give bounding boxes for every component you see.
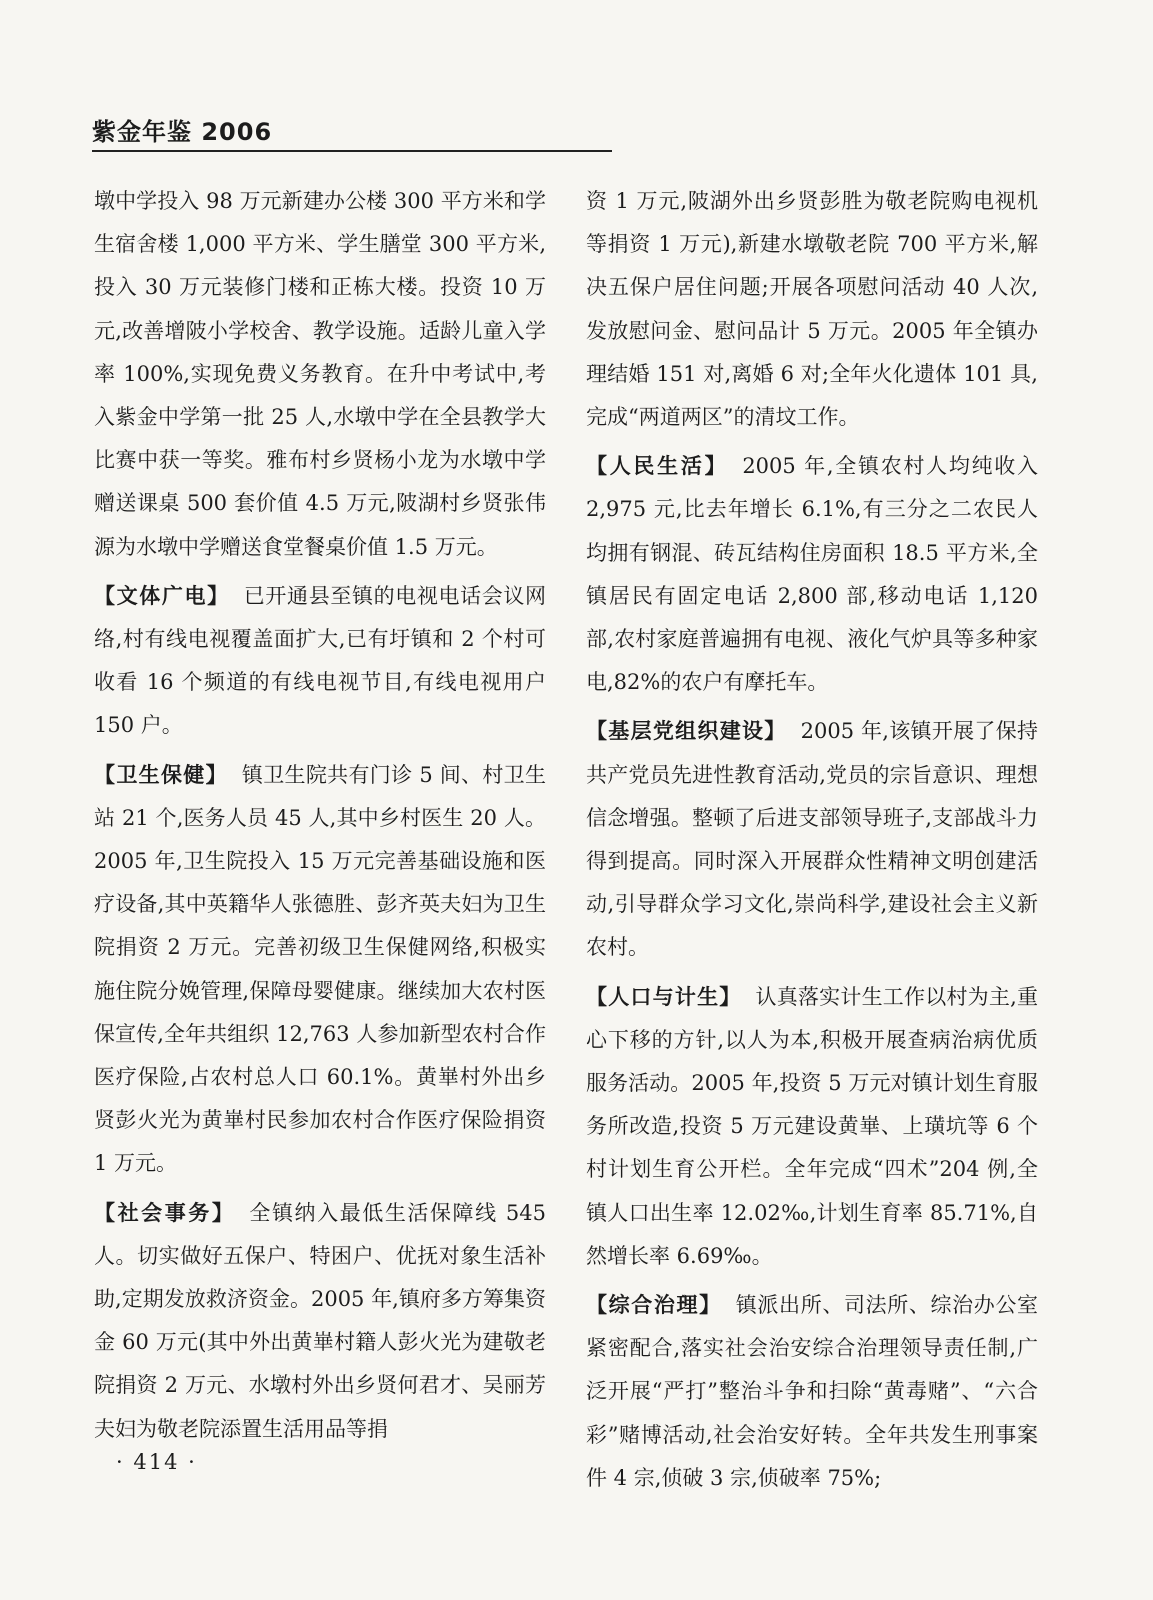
section-health bbox=[94, 754, 546, 1186]
section-heading: 【人民生活】 bbox=[586, 454, 729, 479]
section-text: 镇卫生院共有门诊 5 间、村卫生站 21 个,医务人员 45 人,其中乡村医生 20 人。2005 年,卫生院投入 15 万元完善基础设施和医疗设备,其中英籍华人张德胜、彭齐英夫妇为卫生院捐资 2 万元。完善初级卫生保健网络,积极实施住院分娩管理,保障母婴健康。继续加大农村医保宣传,全年共组织 12,763 人参加新型农村合作医疗保险,占农村总人口 60.1%。黄崋村外出乡贤彭火光为黄崋村民参加农村合作医疗保险捐资 1 万元。 bbox=[94, 762, 546, 1176]
section-public-security bbox=[586, 1284, 1038, 1500]
left-column bbox=[94, 180, 546, 1457]
section-heading: 【人口与计生】 bbox=[586, 984, 742, 1009]
section-text: 镇派出所、司法所、综治办公室紧密配合,落实社会治安综合治理领导责任制,广泛开展“严打”整治斗争和扫除“黄毒赌”、“六合彩”赌博活动,社会治安好转。全年共发生刑事案件 4 宗,侦破 3 宗,侦破率 75%; bbox=[586, 1293, 1039, 1490]
paragraph-continued: 资 1 万元,陂湖外出乡贤彭胜为敬老院购电视机等捐资 1 万元),新建水墩敬老院 700 平方米,解决五保户居住问题;开展各项慰问活动 40 人次,发放慰问金、慰问品计 5 万元。2005 年全镇办理结婚 151 对,离婚 6 对;全年火化遗体 101 具,完成“两道两区”的清坟工作。 bbox=[586, 189, 1038, 430]
section-population bbox=[586, 976, 1038, 1278]
section-text: 全镇纳入最低生活保障线 545 人。切实做好五保户、特困户、优抚对象生活补助,定期发放救济资金。2005 年,镇府多方筹集资金 60 万元(其中外出黄崋村籍人彭火光为建敬老院捐资 2 万元、水墩村外出乡贤何君才、吴丽芳夫妇为敬老院添置生活用品等捐 bbox=[94, 1200, 547, 1441]
section-heading: 【卫生保健】 bbox=[94, 762, 228, 787]
section-text: 认真落实计生工作以村为主,重心下移的方针,以人为本,积极开展查病治病优质服务活动。2005 年,投资 5 万元对镇计划生育服务所改造,投资 5 万元建设黄崋、上璜坑等 6 个村计划生育公开栏。全年完成“四术”204 例,全镇人口出生率 12.02‰,计划生育率 85.71%,自然增长率 6.69‰。 bbox=[586, 984, 1038, 1268]
right-column bbox=[586, 180, 1038, 1506]
header-rule bbox=[92, 150, 612, 152]
section-party-building bbox=[586, 710, 1038, 969]
section-heading: 【综合治理】 bbox=[586, 1293, 722, 1318]
section-heading: 【文体广电】 bbox=[94, 583, 230, 608]
running-header: 紫金年鉴 2006 bbox=[92, 118, 273, 146]
section-social-affairs bbox=[94, 1192, 546, 1451]
section-heading: 【基层党组织建设】 bbox=[586, 719, 787, 744]
section-text: 2005 年,该镇开展了保持共产党员先进性教育活动,党员的宗旨意识、理想信念增强。整顿了后进支部领导班子,支部战斗力得到提高。同时深入开展群众性精神文明创建活动,引导群众学习文化,崇尚科学,建设社会主义新农村。 bbox=[586, 719, 1039, 960]
section-text: 2005 年,全镇农村人均纯收入 2,975 元,比去年增长 6.1%,有三分之二农民人均拥有钢混、砖瓦结构住房面积 18.5 平方米,全镇居民有固定电话 2,800 部,移动电话 1,120 部,农村家庭普遍拥有电视、液化气炉具等多种家电,82%的农户有摩托车。 bbox=[586, 454, 1039, 695]
section-text: 已开通县至镇的电视电话会议网络,村有线电视覆盖面扩大,已有圩镇和 2 个村可收看 16 个频道的有线电视节目,有线电视用户 150 户。 bbox=[94, 583, 547, 738]
section-heading: 【社会事务】 bbox=[94, 1200, 236, 1225]
section-people-life bbox=[586, 445, 1038, 704]
paragraph-continued: 墩中学投入 98 万元新建办公楼 300 平方米和学生宿舍楼 1,000 平方米、学生膳堂 300 平方米,投入 30 万元装修门楼和正栋大楼。投资 10 万元,改善增陂小学校舍、教学设施。适龄儿童入学率 100%,实现免费义务教育。在升中考试中,考入紫金中学第一批 25 人,水墩中学在全县教学大比赛中获一等奖。雅布村乡贤杨小龙为水墩中学赠送课桌 500 套价值 4.5 万元,陂湖村乡贤张伟源为水墩中学赠送食堂餐桌价值 1.5 万元。 bbox=[94, 189, 546, 559]
page-number: · 414 · bbox=[116, 1450, 197, 1474]
section-culture-sports bbox=[94, 575, 546, 748]
